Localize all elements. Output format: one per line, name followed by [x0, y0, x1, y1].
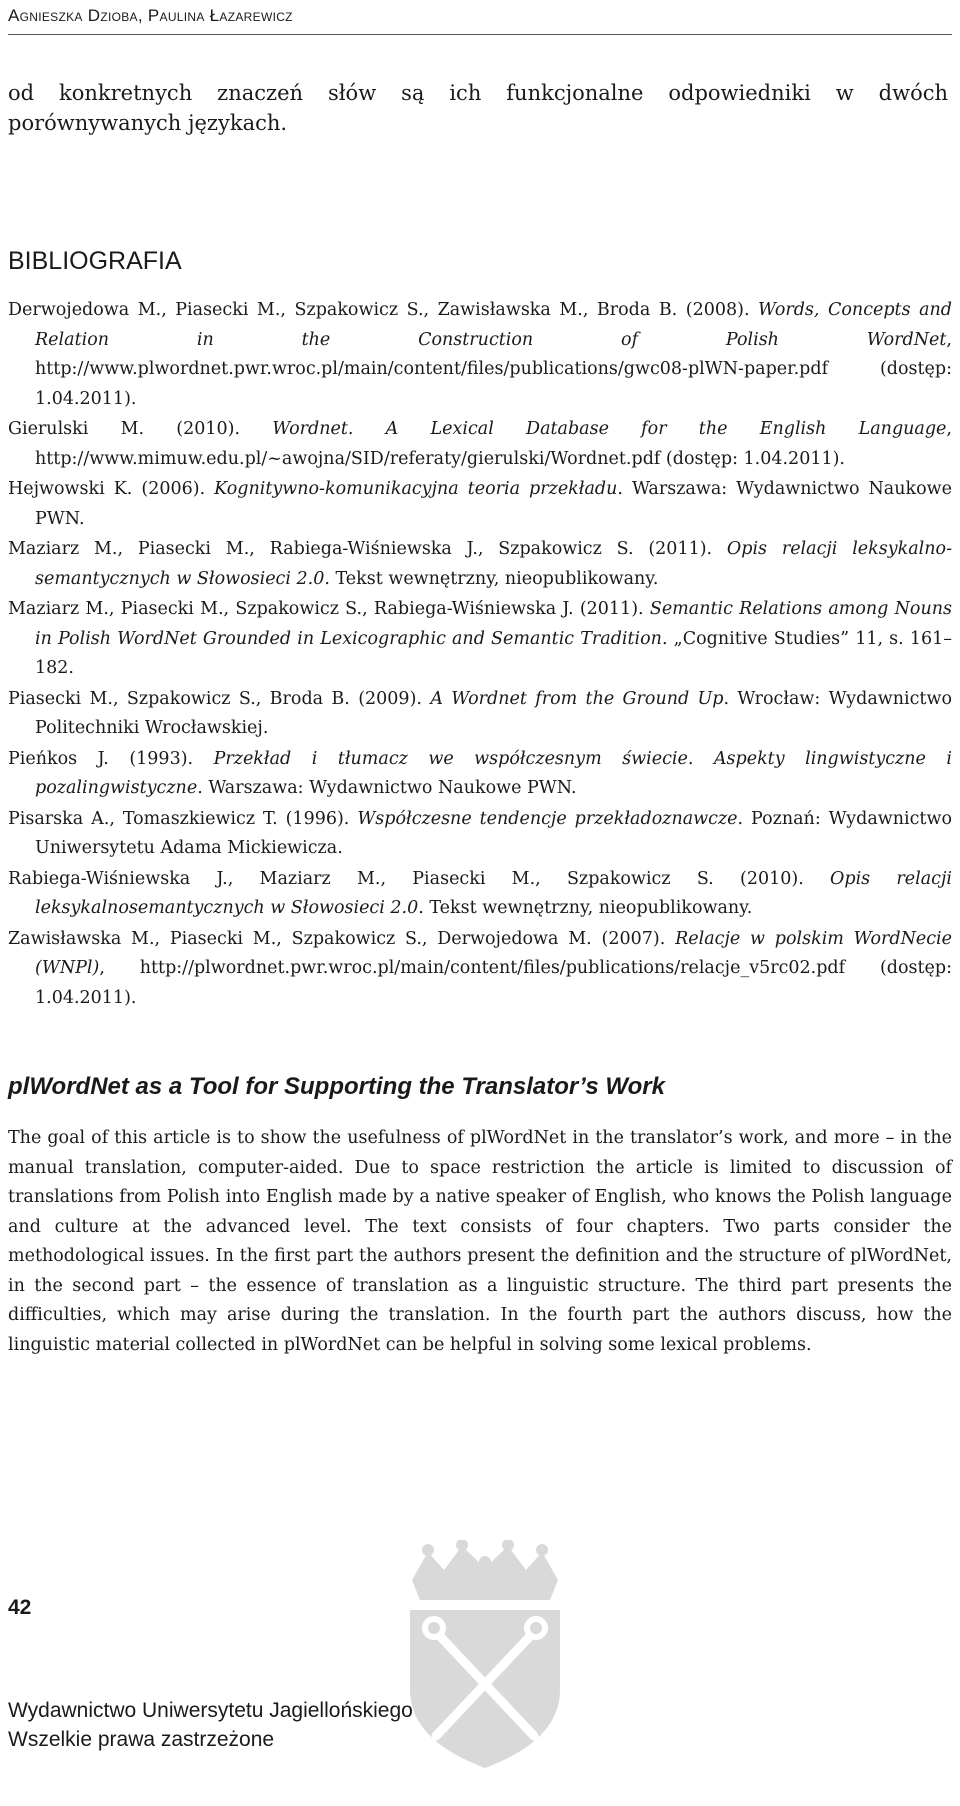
abstract-heading: plWordNet as a Tool for Supporting the Translator’s Work [8, 1073, 665, 1100]
bibliography-entry: Maziarz M., Piasecki M., Szpakowicz S., Rabiega-Wiśniewska J. (2011). Semantic Relations among Nouns in Polish WordNet Grounded in Lexicographic and Semantic Tradition. „Cognitive Studies” 11, s. 161–182. [8, 599, 952, 678]
publisher-name: Wydawnictwo Uniwersytetu Jagiellońskiego [8, 1699, 413, 1722]
bibliography-heading: BIBLIOGRAFIA [8, 247, 182, 275]
copyright-notice: Wszelkie prawa zastrzeżone [8, 1728, 275, 1751]
page-number: 42 [8, 1596, 32, 1619]
intro-paragraph: od konkretnych znaczeń słów są ich funkcjonalne odpowiedniki w dwóch porównywanych językach. [8, 81, 948, 135]
bibliography-entry: Piasecki M., Szpakowicz S., Broda B. (2009). A Wordnet from the Ground Up. Wrocław: Wydawnictwo Politechniki Wrocławskiej. [8, 688, 952, 738]
bibliography-entry: Derwojedowa M., Piasecki M., Szpakowicz S., Zawisławska M., Broda B. (2008). Words, Concepts and Relation in the Construction of Polish WordNet, http://www.plwordnet.pwr.wroc.pl/main/content/files/publications/gwc08-plWN-paper.pdf (dostęp: 1.04.2011). [8, 300, 952, 409]
abstract-paragraph: The goal of this article is to show the usefulness of plWordNet in the translator’s work, and more – in the manual translation, computer-aided. Due to space restriction the article is limited to discussion of translations from Polish into English made by a native speaker of English, who knows the Polish language and culture at the advanced level. The text consists of four chapters. Two parts consider the methodological issues. In the first part the authors present the definition and the structure of plWordNet, in the second part – the essence of translation as a linguistic structure. The third part presents the difficulties, which may arise during the translation. In the fourth part the authors discuss, how the linguistic material collected in plWordNet can be helpful in solving some lexical problems. [8, 1128, 952, 1355]
bibliography-list [8, 296, 952, 1014]
bibliography-entry: Pisarska A., Tomaszkiewicz T. (1996). Współczesne tendencje przekładoznawcze. Poznań: Wydawnictwo Uniwersytetu Adama Mickiewicza. [8, 808, 952, 858]
running-header: Agnieszka Dzioba, Paulina Łazarewicz [8, 2, 952, 35]
publisher-notice [8, 1696, 528, 1754]
bibliography-entry: Hejwowski K. (2006). Kognitywno-komunikacyjna teoria przekładu. Warszawa: Wydawnictwo Naukowe PWN. [8, 479, 952, 529]
bibliography-entry: Maziarz M., Piasecki M., Rabiega-Wiśniewska J., Szpakowicz S. (2011). Opis relacji leksykalno-semantycznych w Słowosieci 2.0. Tekst wewnętrzny, nieopublikowany. [8, 539, 952, 589]
bibliography-entry: Gierulski M. (2010). Wordnet. A Lexical Database for the English Language, http://www.mimuw.edu.pl/~awojna/SID/referaty/gierulski/Wordnet.pdf (dostęp: 1.04.2011). [8, 419, 952, 469]
bibliography-entry: Zawisławska M., Piasecki M., Szpakowicz S., Derwojedowa M. (2007). Relacje w polskim WordNecie (WNPl), http://plwordnet.pwr.wroc.pl/main/content/files/publications/relacje_v5rc02.pdf (dostęp: 1.04.2011). [8, 928, 952, 1008]
bibliography-entry: Rabiega-Wiśniewska J., Maziarz M., Piasecki M., Szpakowicz S. (2010). Opis relacji leksykalnosemantycznych w Słowosieci 2.0. Tekst wewnętrzny, nieopublikowany. [8, 868, 952, 918]
bibliography-entry: Pieńkos J. (1993). Przekład i tłumacz we współczesnym świecie. Aspekty lingwistyczne i pozalingwistyczne. Warszawa: Wydawnictwo Naukowe PWN. [8, 748, 952, 798]
